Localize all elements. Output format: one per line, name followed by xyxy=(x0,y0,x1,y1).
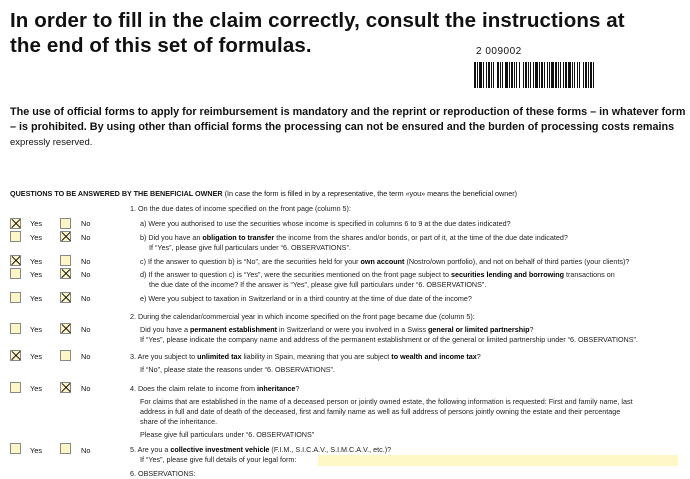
q1-intro: 1. On the due dates of income specified on the front page (column 5): xyxy=(130,204,351,213)
q5-note: If “Yes”, please give full details of your legal form: xyxy=(140,455,297,464)
yes-checkbox-4[interactable] xyxy=(10,382,21,393)
q3-note: If “No”, please state the reasons under “6. OBSERVATIONS”. xyxy=(140,365,335,374)
no-label: No xyxy=(81,294,91,303)
yes-label: Yes xyxy=(30,219,43,228)
q4-text: 4. Does the claim relate to income from inheritance? xyxy=(130,384,300,393)
questions-title: QUESTIONS TO BE ANSWERED BY THE BENEFICIAL OWNER xyxy=(10,189,223,198)
legal-form-field[interactable] xyxy=(318,455,678,466)
no-checkbox-5[interactable] xyxy=(60,443,71,454)
questions-header xyxy=(10,189,517,198)
yes-label: Yes xyxy=(30,325,43,334)
yes-checkbox-3[interactable] xyxy=(10,350,21,361)
q4-detail-3: share of the inheritance. xyxy=(140,417,218,426)
yes-checkbox-5[interactable] xyxy=(10,443,21,454)
no-checkbox-3[interactable] xyxy=(60,350,71,361)
yes-checkbox-2[interactable] xyxy=(10,323,21,334)
notice-text: The use of official forms to apply for reimbursement is mandatory and the reprint or reproduction of these forms – in whatever form – is prohibited. By using other than official forms the processing can not be ensured and the burden of processing costs remains xyxy=(10,106,686,133)
q1a-text: a) Were you authorised to use the securities whose income is specified in columns 6 to 9 at the due dates indicated? xyxy=(140,219,511,228)
yes-checkbox-1a[interactable] xyxy=(10,218,21,229)
q2-note: If “Yes”, please indicate the company name and address of the permanent establishment or of the general or limited partnership under “6. OBSERVATIONS”. xyxy=(140,335,638,344)
no-checkbox-1a[interactable] xyxy=(60,218,71,229)
q6-label: 6. OBSERVATIONS: xyxy=(130,469,196,478)
q4-note: Please give full particulars under “6. OBSERVATIONS” xyxy=(140,430,315,439)
yes-checkbox-1e[interactable] xyxy=(10,292,21,303)
q1d-note: the due date of the income? If the answer is “Yes”, please give full particulars under “6. OBSERVATIONS”. xyxy=(149,280,487,289)
yes-label: Yes xyxy=(30,257,43,266)
no-label: No xyxy=(81,219,91,228)
q1e-text: e) Were you subject to taxation in Switzerland or in a third country at the time of due date of the income? xyxy=(140,294,472,303)
q2-text: Did you have a permanent establishment in Switzerland or were you involved in a Swiss general or limited partnership? xyxy=(140,325,534,334)
questions-note: (In case the form is filled in by a representative, the term «you» means the beneficial owner) xyxy=(224,189,518,198)
yes-label: Yes xyxy=(30,384,43,393)
yes-label: Yes xyxy=(30,352,43,361)
yes-checkbox-1d[interactable] xyxy=(10,268,21,279)
no-checkbox-1c[interactable] xyxy=(60,255,71,266)
q1c-text: c) If the answer to question b) is “No”, are the securities held for your own account (Nostro/own portfolio), and not on behalf of third parties (your clients)? xyxy=(140,257,630,266)
no-label: No xyxy=(81,352,91,361)
form-number: 2 009002 xyxy=(476,46,522,57)
yes-checkbox-1c[interactable] xyxy=(10,255,21,266)
no-label: No xyxy=(81,233,91,242)
yes-label: Yes xyxy=(30,270,43,279)
q5-text: 5. Are you a collective investment vehicle (F.I.M., S.I.C.A.V., S.I.M.C.A.V., etc.)? xyxy=(130,445,392,454)
barcode xyxy=(474,62,678,88)
yes-checkbox-1b[interactable] xyxy=(10,231,21,242)
q1d-text: d) If the answer to question c) is “Yes”, were the securities mentioned on the front page subject to securities lending and borrowing transactions on xyxy=(140,270,615,279)
no-label: No xyxy=(81,446,91,455)
yes-label: Yes xyxy=(30,233,43,242)
no-checkbox-1b[interactable] xyxy=(60,231,71,242)
q3-text: 3. Are you subject to unlimited tax liability in Spain, meaning that you are subject to wealth and income tax? xyxy=(130,352,481,361)
official-forms-notice xyxy=(10,105,686,150)
no-label: No xyxy=(81,384,91,393)
q1b-note: If “Yes”, please give full particulars under “6. OBSERVATIONS”. xyxy=(149,243,351,252)
q2-intro: 2. During the calendar/commercial year in which income specified on the front page became due (column 5): xyxy=(130,312,475,321)
q4-detail-1: For claims that are established in the name of a deceased person or jointly owned estate, the following information is requested: First and family name, last xyxy=(140,397,633,406)
no-checkbox-1d[interactable] xyxy=(60,268,71,279)
yes-label: Yes xyxy=(30,294,43,303)
no-label: No xyxy=(81,325,91,334)
no-label: No xyxy=(81,257,91,266)
notice-suffix: expressly reserved. xyxy=(10,137,93,148)
no-label: No xyxy=(81,270,91,279)
no-checkbox-4[interactable] xyxy=(60,382,71,393)
instructions-headline: In order to fill in the claim correctly, consult the instructions at the end of this set of formulas. xyxy=(10,9,625,57)
no-checkbox-1e[interactable] xyxy=(60,292,71,303)
q4-detail-2: address in full and date of death of the deceased, first and family name as well as full address of persons jointly owning the estate and their percentage xyxy=(140,407,621,416)
no-checkbox-2[interactable] xyxy=(60,323,71,334)
yes-label: Yes xyxy=(30,446,43,455)
q1b-text: b) Did you have an obligation to transfer the income from the shares and/or bonds, or part of it, at the time of the due date indicated? xyxy=(140,233,568,242)
